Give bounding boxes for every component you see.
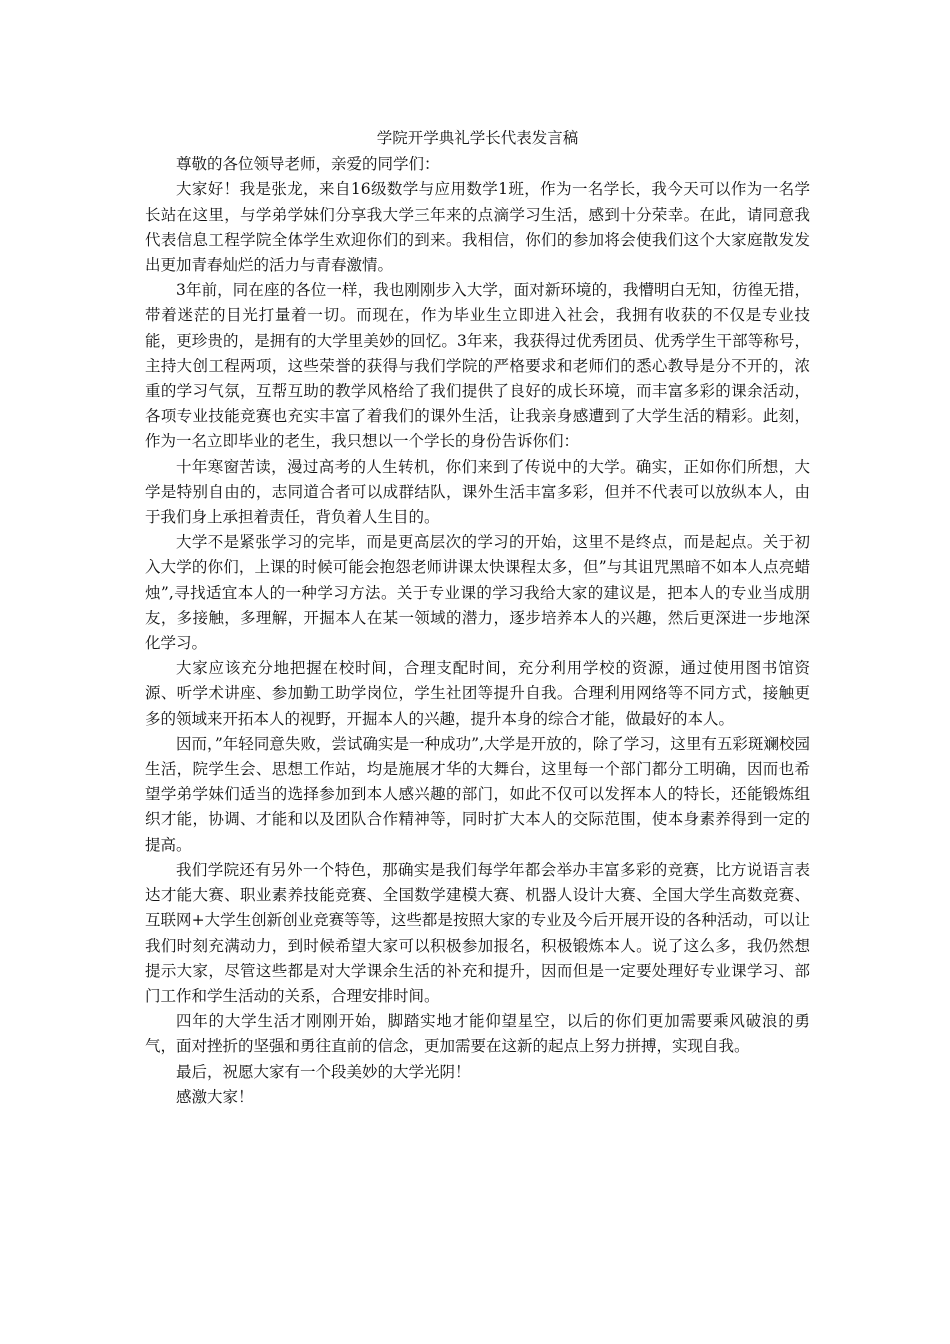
salutation: 尊敬的各位领导老师，亲爱的同学们：: [176, 155, 440, 174]
paragraph-competitions: 我们学院还有另外一个特色，那确实是我们每学年都会举办丰富多彩的竞赛，比方说语言表达才能大赛、职业素养技能竞赛、全国数学建模大赛、机器人设计大赛、全国大学生高数竞赛、互联网+大学生创新创业竞赛等等，这些都是按照大家的专业及今后开展开设的各种活动，可以让我们时刻充满动力，到时候希望大家可以积极参加报名，积极锻炼本人。说了这么多，我仍然想提示大家，尽管这些都是对大学课余生活的补充和提升，因而但是一定要处理好专业课学习、部门工作和学生活动的关系，合理安排时间。: [145, 860, 810, 1005]
paragraph-three-years: 3年前，同在座的各位一样，我也刚刚步入大学，面对新环境的，我懵明白无知，彷徨无措，带着迷茫的目光打量着一切。而现在，作为毕业生立即进入社会，我拥有收获的不仅是专业技能，更珍贵的，是拥有的大学里美妙的回忆。3年来，我获得过优秀团员、优秀学生干部等称号，主持大创工程两项，这些荣誉的获得与我们学院的严格要求和老师们的悉心教导是分不开的，浓重的学习气氛，互帮互助的教学风格给了我们提供了良好的成长环境，而丰富多彩的课余活动，各项专业技能竞赛也充实丰富了着我们的课外生活，让我亲身感遭到了大学生活的精彩。此刻，作为一名立即毕业的老生，我只想以一个学长的身份告诉你们：: [145, 281, 810, 451]
paragraph-campus-life: 因而，”年轻同意失败，尝试确实是一种成功”,大学是开放的，除了学习，这里有五彩斑斓校园生活，院学生会、思想工作站，均是施展才华的大舞台，这里每一个部门都分工明确，因而也希望学弟学妹们适当的选择参加到本人感兴趣的部门，如此不仅可以发挥本人的特长，还能锻炼组织才能，协调、才能和以及团队合作精神等，同时扩大本人的交际范围，使本身素养得到一定的提高。: [145, 734, 810, 854]
paragraph-four-years: 四年的大学生活才刚刚开始，脚踏实地才能仰望星空，以后的你们更加需要乘风破浪的勇气，面对挫折的坚强和勇往直前的信念，更加需要在这新的起点上努力拼搏，实现自我。: [145, 1012, 810, 1056]
paragraph-study: 大学不是紧张学习的完毕，而是更高层次的学习的开始，这里不是终点，而是起点。关于初入大学的你们，上课的时候可能会抱怨老师讲课太快课程太多，但”与其诅咒黑暗不如本人点亮蜡烛”,寻找适宜本人的一种学习方法。关于专业课的学习我给大家的建议是，把本人的专业当成朋友，多接触，多理解，开掘本人在某一领域的潜力，逐步培养本人的兴趣，然后更深进一步地深化学习。: [145, 533, 810, 653]
paragraph-ten-years: 十年寒窗苦读，漫过高考的人生转机，你们来到了传说中的大学。确实，正如你们所想，大学是特别自由的，志同道合者可以成群结队，课外生活丰富多彩，但并不代表可以放纵本人，由于我们身上承担着责任，背负着人生目的。: [145, 457, 810, 527]
document-page: [145, 126, 810, 1110]
paragraph-thanks: 感激大家！: [176, 1087, 254, 1106]
paragraph-wishes: 最后，祝愿大家有一个段美妙的大学光阴！: [176, 1062, 471, 1081]
paragraph-intro: 大家好！我是张龙，来自16级数学与应用数学1班，作为一名学长，我今天可以作为一名学长站在这里，与学弟学妹们分享我大学三年来的点滴学习生活，感到十分荣幸。在此，请同意我代表信息工程学院全体学生欢迎你们的到来。我相信，你们的参加将会使我们这个大家庭散发发出更加青春灿烂的活力与青春激情。: [145, 180, 810, 275]
document-title: 学院开学典礼学长代表发言稿: [376, 129, 579, 147]
paragraph-time: 大家应该充分地把握在校时间，合理支配时间，充分利用学校的资源，通过使用图书馆资源、听学术讲座、参加勤工助学岗位，学生社团等提升自我。合理利用网络等不同方式，接触更多的领域来开拓本人的视野，开掘本人的兴趣，提升本身的综合才能，做最好的本人。: [145, 659, 810, 728]
